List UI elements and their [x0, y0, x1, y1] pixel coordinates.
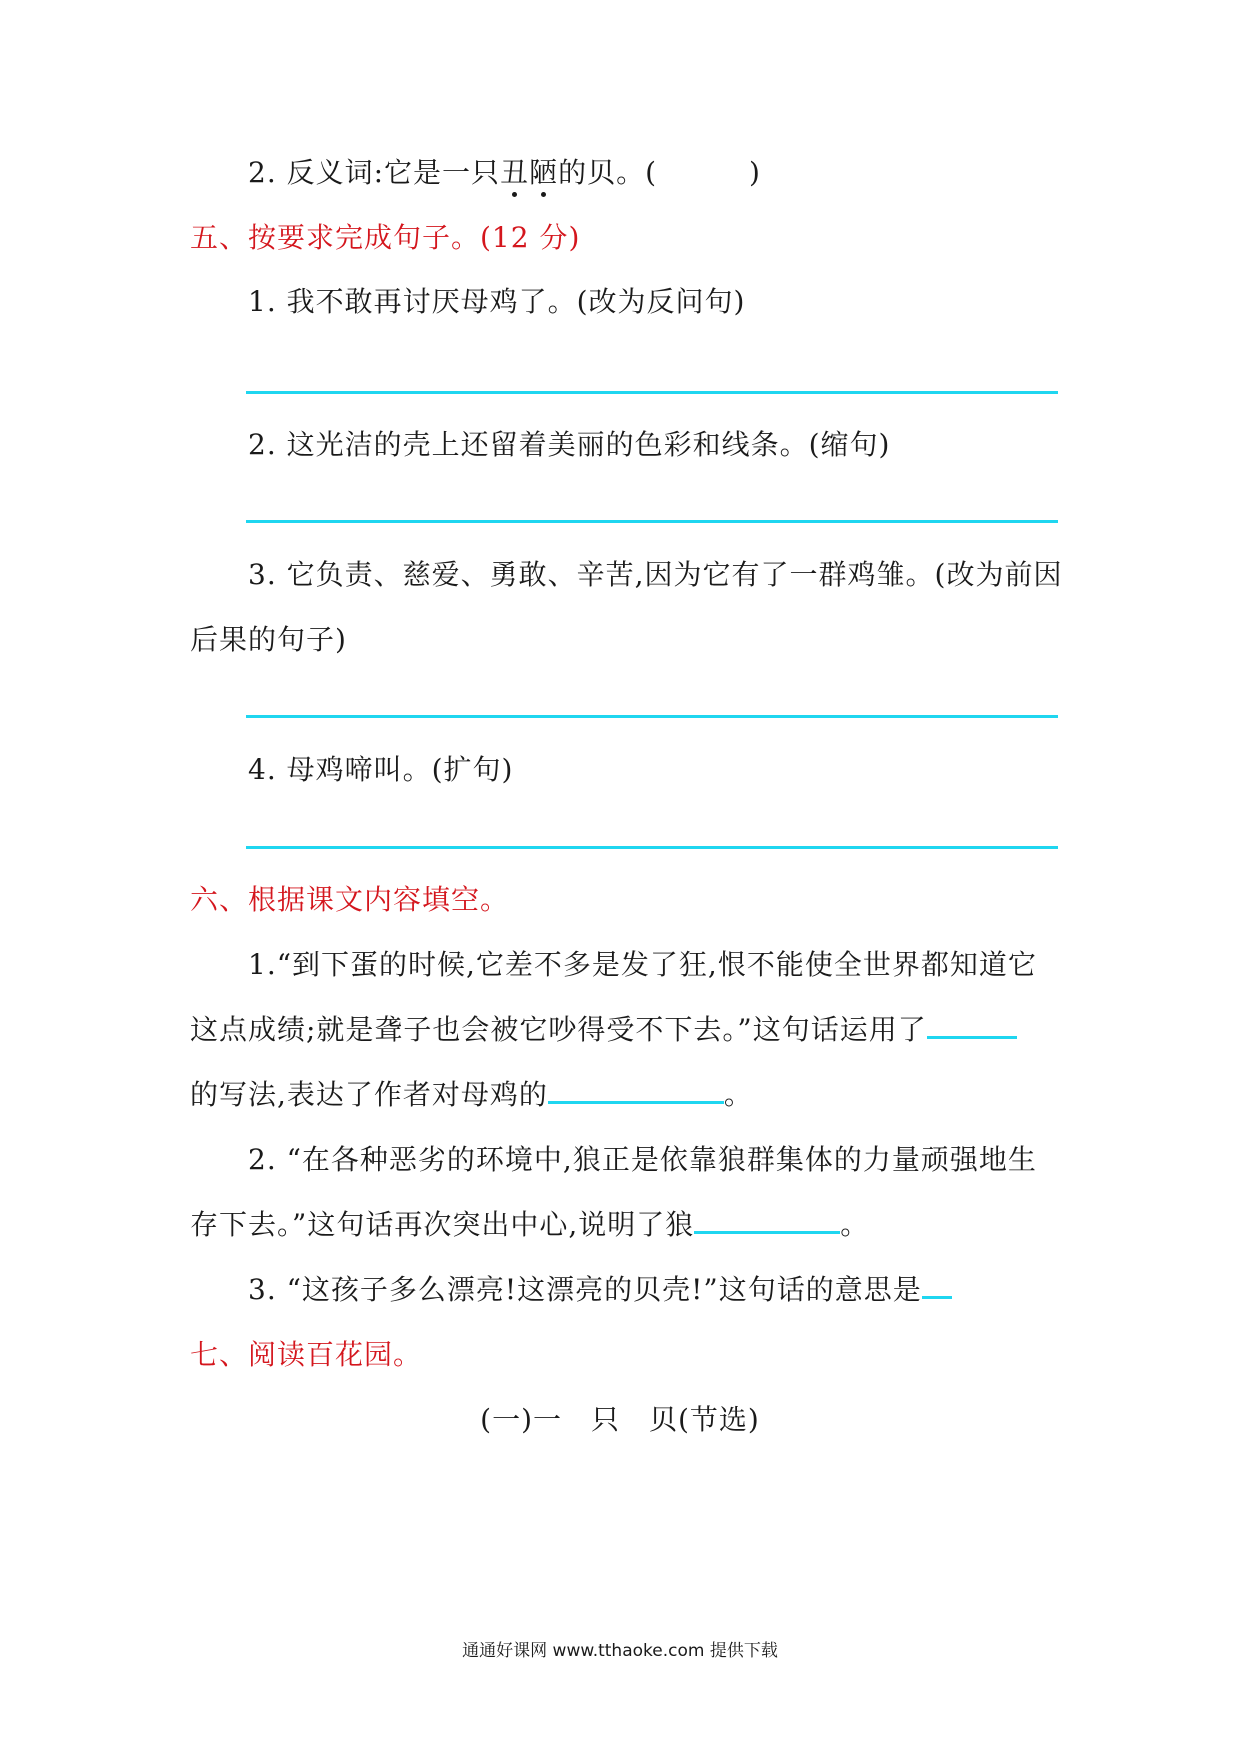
- footer-text: 通通好课网 www.tthaoke.com 提供下载: [462, 1641, 778, 1661]
- question-6-1-line3: 的写法,表达了作者对母鸡的 。: [190, 1078, 753, 1111]
- passage-title: (一)一 只 贝(节选): [480, 1403, 760, 1436]
- question-5-2: 2. 这光洁的壳上还留着美丽的色彩和线条。(缩句): [248, 428, 891, 461]
- fill-blank-meaning[interactable]: [922, 1274, 952, 1299]
- question-antonym-prefix: 2. 反义词:它是一只: [248, 156, 501, 189]
- emphasis-char-1: 丑: [500, 153, 529, 193]
- answer-line-5-3[interactable]: [246, 715, 1058, 718]
- question-6-1-line1: 1.“到下蛋的时候,它差不多是发了狂,恨不能使全世界都知道它: [248, 948, 1037, 981]
- question-antonym: 2. 反义词:它是一只丑陋的贝。( ): [248, 153, 761, 193]
- section-heading-7: 七、阅读百花园。: [190, 1338, 423, 1371]
- question-5-3-line2: 后果的句子): [190, 623, 347, 656]
- section-heading-6: 六、根据课文内容填空。: [190, 883, 510, 916]
- question-5-1: 1. 我不敢再讨厌母鸡了。(改为反问句): [248, 285, 746, 318]
- section-heading-5: 五、按要求完成句子。(12 分): [190, 221, 581, 254]
- answer-line-5-1[interactable]: [246, 391, 1058, 394]
- answer-line-5-2[interactable]: [246, 520, 1058, 523]
- answer-line-5-4[interactable]: [246, 846, 1058, 849]
- fill-blank-technique[interactable]: [927, 1014, 1017, 1039]
- fill-blank-wolf[interactable]: [694, 1209, 840, 1234]
- fill-blank-attitude[interactable]: [548, 1079, 724, 1104]
- question-6-2-line2: 存下去。”这句话再次突出中心,说明了狼 。: [190, 1208, 870, 1241]
- emphasis-char-2: 陋: [529, 153, 558, 193]
- question-antonym-suffix: 的贝。(: [558, 156, 658, 189]
- question-6-3: 3. “这孩子多么漂亮!这漂亮的贝壳!”这句话的意思是: [248, 1270, 952, 1310]
- question-5-3-line1: 3. 它负责、慈爱、勇敢、辛苦,因为它有了一群鸡雏。(改为前因: [248, 558, 1063, 591]
- question-6-2-line1: 2. “在各种恶劣的环境中,狼正是依靠狼群集体的力量顽强地生: [248, 1143, 1037, 1176]
- question-5-4: 4. 母鸡啼叫。(扩句): [248, 753, 514, 786]
- question-6-1-line2: 这点成绩;就是聋子也会被它吵得受不下去。”这句话运用了: [190, 1010, 1017, 1050]
